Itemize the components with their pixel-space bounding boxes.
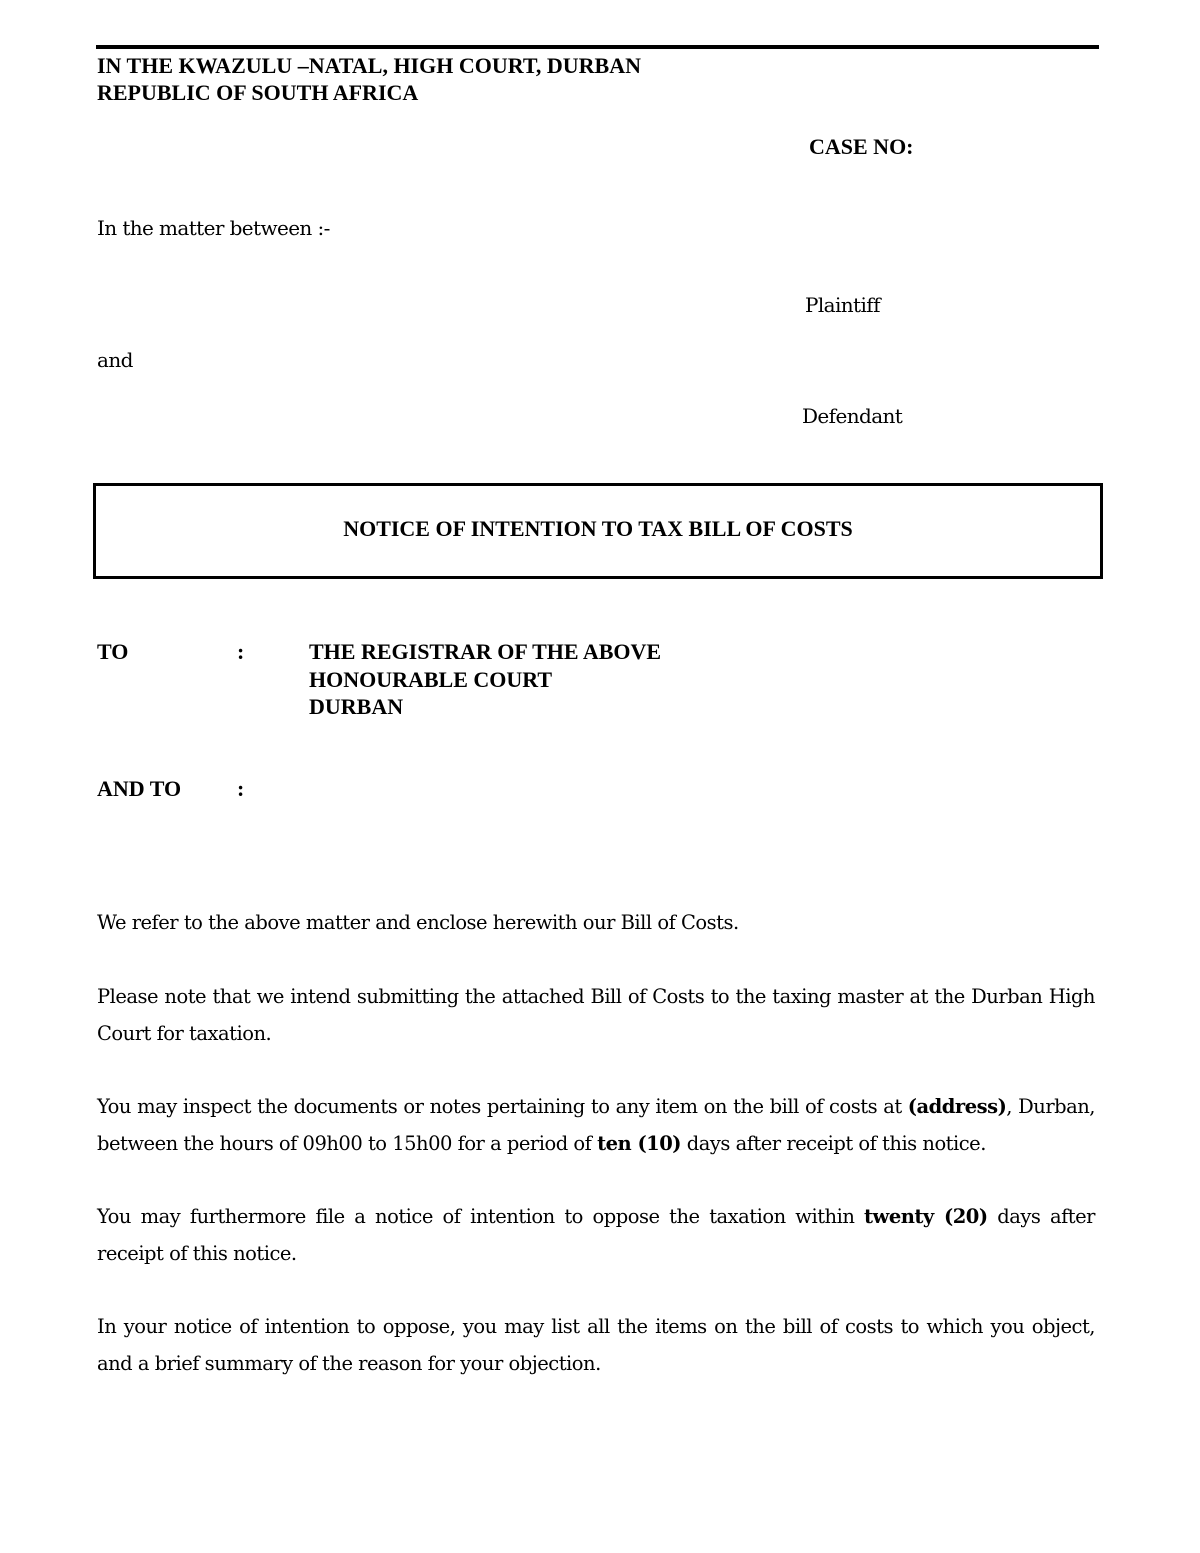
paragraph-4-text: You may furthermore file a notice of intention to oppose the taxation within [97,1205,865,1228]
paragraph-3-text: You may inspect the documents or notes pertaining to any item on the bill of costs at [97,1095,908,1118]
paragraph-5: In your notice of intention to oppose, you may list all the items on the bill of costs to which you object, and a brief summary of the reason for your objection. [97,1315,1095,1375]
to-address-line: HONOURABLE COURT [309,666,553,692]
opposition-days: twenty (20) [864,1205,988,1228]
matter-intro: In the matter between :- [97,216,330,240]
title-box [93,483,1103,579]
paragraph-1: We refer to the above matter and enclose herewith our Bill of Costs. [97,911,739,934]
to-colon: : [237,639,245,664]
court-header [97,52,641,106]
case-no-label: CASE NO: [809,134,914,159]
paragraph-4-text: days after receipt of this notice. [97,1205,1096,1265]
address-placeholder: (address) [907,1095,1007,1118]
inspection-days: ten (10) [597,1132,682,1155]
paragraph-3 [97,1088,1095,1162]
to-address [309,638,661,721]
header-rule [96,45,1099,49]
paragraph-2: Please note that we intend submitting the attached Bill of Costs to the taxing master at the Durban High Court for taxation. [97,985,1095,1045]
plaintiff-label: Plaintiff [805,293,880,317]
and-to-colon: : [237,776,245,801]
paragraph-3-text: days after receipt of this notice. [681,1132,986,1155]
court-line: IN THE KWAZULU –NATAL, HIGH COURT, DURBAN [97,53,641,78]
and-label: and [97,348,133,372]
document-title: NOTICE OF INTENTION TO TAX BILL OF COSTS [343,516,853,541]
country-line: REPUBLIC OF SOUTH AFRICA [97,80,419,105]
paragraph-3-text: , Durban, between the hours of 09h00 to 15h00 for a period of [97,1095,1096,1155]
and-to-label: AND TO [97,776,182,801]
to-label: TO [97,639,129,664]
paragraph-4 [97,1198,1095,1272]
to-address-line: DURBAN [309,694,404,719]
defendant-label: Defendant [802,404,903,428]
to-address-line: THE REGISTRAR OF THE ABOVE [309,639,662,664]
